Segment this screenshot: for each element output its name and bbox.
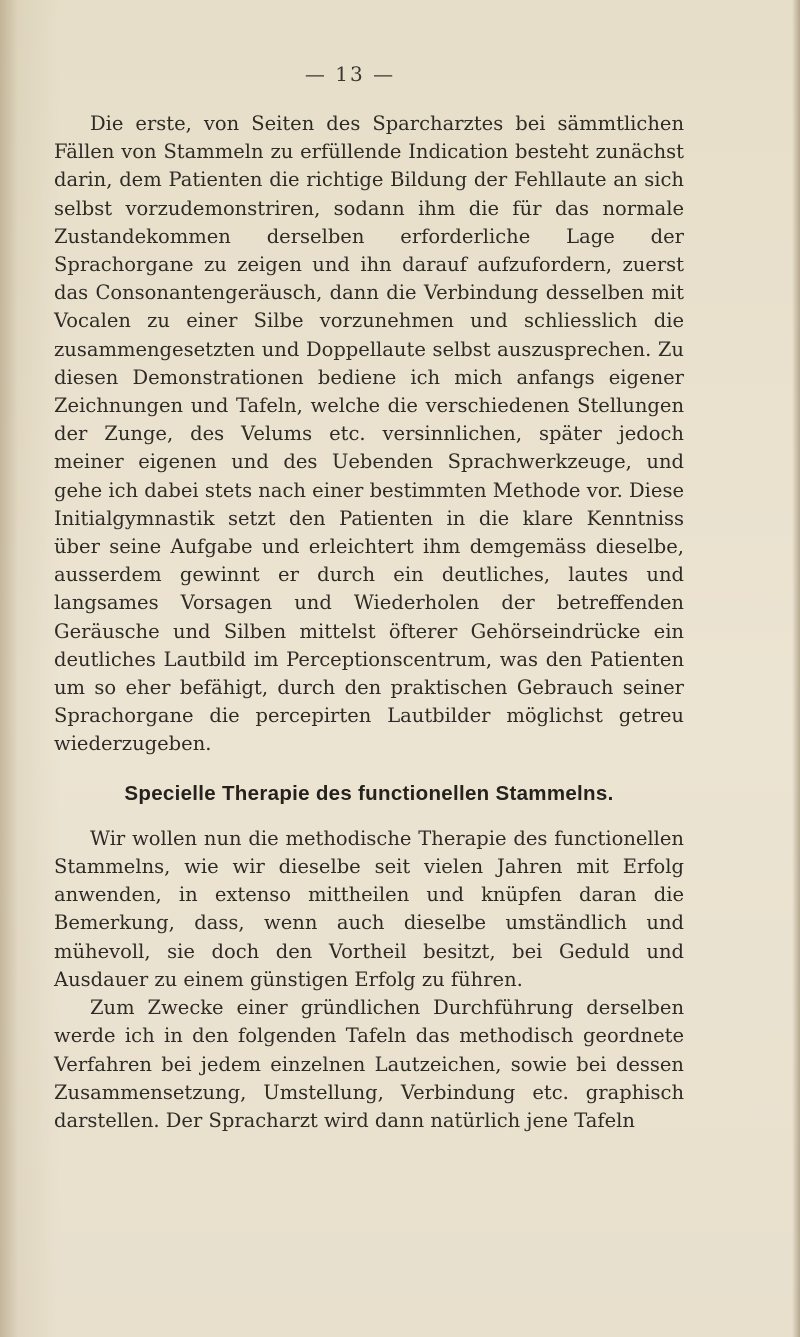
body-text (54, 110, 684, 1135)
page-shadow-right (792, 0, 800, 1337)
page-shadow-left (0, 0, 18, 1337)
paragraph-therapy-intro: Wir wollen nun die methodische Therapie des functionellen Stammelns, wie wir dieselbe seit vielen Jahren mit Erfolg anwenden, in extenso mittheilen und knüpfen daran die Bemerkung, dass, wenn auch dieselbe umständlich und mühevoll, sie doch den Vortheil besitzt, bei Geduld und Ausdauer zu einem günstigen Erfolg zu führen. (54, 826, 684, 991)
section-heading: Specielle Therapie des functionellen Stammelns. (124, 781, 614, 805)
page-number: — 13 — (304, 62, 396, 86)
paragraph-tables: Zum Zwecke einer gründlichen Durchführung derselben werde ich in den folgenden Tafeln das methodisch geordnete Verfahren bei jedem einzelnen Lautzeichen, sowie bei dessen Zusammensetzung, Umstellung, Verbindung etc. graphisch darstellen. Der Spracharzt wird dann natürlich jene Tafeln (54, 996, 684, 1132)
paragraph-indication: Die erste, von Seiten des Sparcharztes bei sämmtlichen Fällen von Stammeln zu erfüllende Indication besteht zunächst darin, dem Patienten die richtige Bildung der Fehllaute an sich selbst vorzudemonstriren, sodann ihm die für das normale Zustandekommen derselben erforderliche Lage der Sprachorgane zu zeigen und ihn darauf aufzufordern, zuerst das Consonantengeräusch, dann die Verbindung desselben mit Vocalen zu einer Silbe vorzunehmen und schliesslich die zusammengesetzten und Doppellaute selbst auszusprechen. Zu diesen Demonstrationen bediene ich mich anfangs eigener Zeichnungen und Tafeln, welche die verschiedenen Stellungen der Zunge, des Velums etc. versinnlichen, später jedoch meiner eigenen und des Uebenden Sprachwerkzeuge, und gehe ich dabei stets nach einer bestimmten Methode vor. Diese Initialgymnastik setzt den Patienten in die klare Kenntniss über seine Aufgabe und erleichtert ihm demgemäss dieselbe, ausserdem gewinnt er durch ein deutliches, lautes und langsames Vorsagen und Wiederholen der betreffenden Geräusche und Silben mittelst öfterer Gehörseindrücke ein deutliches Lautbild im Perceptionscentrum, was den Patienten um so eher befähigt, durch den praktischen Gebrauch seiner Sprachorgane die percepirten Lautbilder möglichst getreu wiederzugeben. (54, 112, 684, 756)
